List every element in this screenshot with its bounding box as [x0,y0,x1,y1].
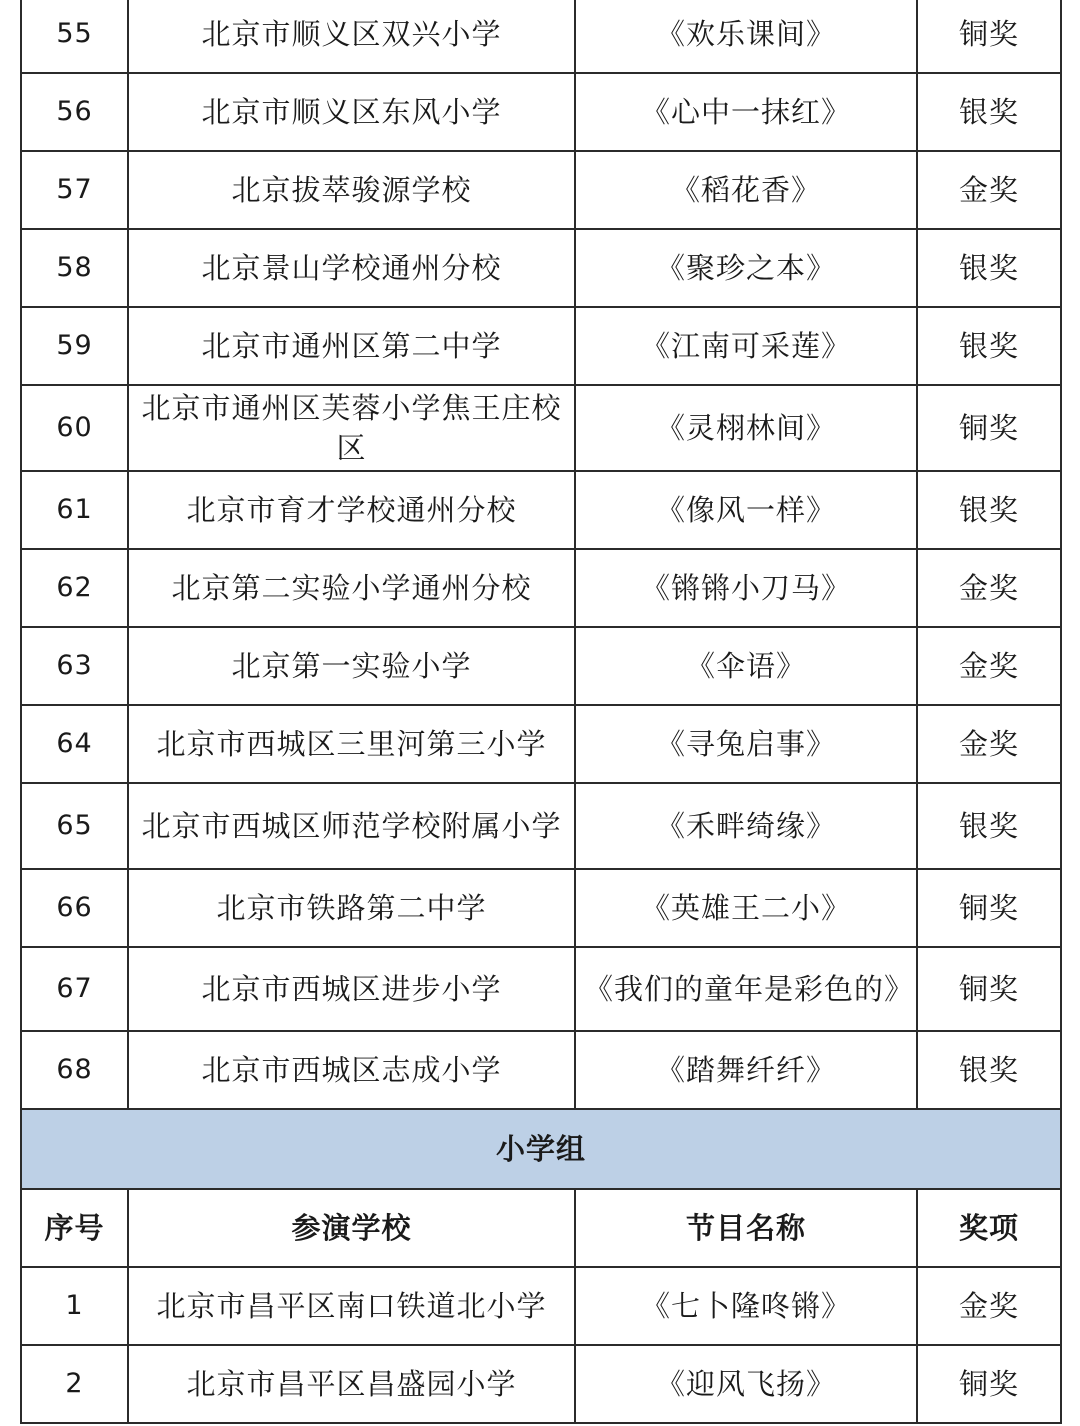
cell-program: 《锵锵小刀马》 [575,549,917,627]
cell-school: 北京景山学校通州分校 [128,229,575,307]
table-row [21,947,1061,1031]
cell-program: 《伞语》 [575,627,917,705]
cell-award: 铜奖 [917,947,1061,1031]
cell-program: 《我们的童年是彩色的》 [575,947,917,1031]
cell-school: 北京市昌平区昌盛园小学 [128,1345,575,1423]
cell-no: 56 [21,73,128,151]
table-row [21,627,1061,705]
cell-school: 北京拔萃骏源学校 [128,151,575,229]
cell-program: 《迎风飞扬》 [575,1345,917,1423]
cell-no: 1 [21,1267,128,1345]
cell-program: 《心中一抹红》 [575,73,917,151]
cell-no: 65 [21,783,128,869]
table-body-group [21,1109,1061,1267]
cell-no: 58 [21,229,128,307]
cell-award: 银奖 [917,471,1061,549]
table-row [21,307,1061,385]
cell-program: 《寻兔启事》 [575,705,917,783]
header-school: 参演学校 [128,1189,575,1267]
cell-program: 《稻花香》 [575,151,917,229]
table-row [21,869,1061,947]
cell-school: 北京市西城区师范学校附属小学 [128,783,575,869]
header-award: 奖项 [917,1189,1061,1267]
header-no: 序号 [21,1189,128,1267]
cell-no: 62 [21,549,128,627]
cell-award: 铜奖 [917,1345,1061,1423]
cell-no: 66 [21,869,128,947]
table-row [21,151,1061,229]
cell-school: 北京市西城区志成小学 [128,1031,575,1109]
cell-no: 61 [21,471,128,549]
cell-award: 金奖 [917,1267,1061,1345]
cell-program: 《禾畔绮缘》 [575,783,917,869]
cell-school: 北京第二实验小学通州分校 [128,549,575,627]
cell-no: 60 [21,385,128,471]
cell-award: 铜奖 [917,869,1061,947]
cell-award: 金奖 [917,549,1061,627]
cell-school: 北京市铁路第二中学 [128,869,575,947]
group-title: 小学组 [21,1109,1061,1189]
table-row [21,705,1061,783]
cell-program: 《江南可采莲》 [575,307,917,385]
table-body-top [21,0,1061,1109]
table-row [21,229,1061,307]
cell-award: 银奖 [917,1031,1061,1109]
table-row [21,783,1061,869]
table-row [21,385,1061,471]
header-program: 节目名称 [575,1189,917,1267]
cell-school: 北京市西城区三里河第三小学 [128,705,575,783]
cell-no: 67 [21,947,128,1031]
table-body-bottom [21,1267,1061,1423]
cell-award: 银奖 [917,229,1061,307]
cell-award: 金奖 [917,151,1061,229]
cell-school: 北京市育才学校通州分校 [128,471,575,549]
cell-award: 金奖 [917,705,1061,783]
cell-school: 北京市顺义区东风小学 [128,73,575,151]
cell-program: 《像风一样》 [575,471,917,549]
cell-award: 铜奖 [917,0,1061,73]
cell-school: 北京第一实验小学 [128,627,575,705]
table-row [21,1345,1061,1423]
cell-program: 《七卜隆咚锵》 [575,1267,917,1345]
cell-school: 北京市昌平区南口铁道北小学 [128,1267,575,1345]
cell-no: 57 [21,151,128,229]
cell-program: 《英雄王二小》 [575,869,917,947]
cell-no: 2 [21,1345,128,1423]
cell-program: 《灵栩林间》 [575,385,917,471]
header-row [21,1189,1061,1267]
cell-no: 63 [21,627,128,705]
table-row [21,1031,1061,1109]
cell-school: 北京市顺义区双兴小学 [128,0,575,73]
cell-award: 银奖 [917,307,1061,385]
cell-school: 北京市通州区第二中学 [128,307,575,385]
cell-no: 64 [21,705,128,783]
cell-school: 北京市西城区进步小学 [128,947,575,1031]
cell-award: 铜奖 [917,385,1061,471]
cell-program: 《踏舞纤纤》 [575,1031,917,1109]
cell-no: 59 [21,307,128,385]
table-row [21,73,1061,151]
cell-program: 《聚珍之本》 [575,229,917,307]
table-row [21,0,1061,73]
cell-no: 55 [21,0,128,73]
cell-no: 68 [21,1031,128,1109]
awards-table [20,0,1062,1424]
table-row [21,1267,1061,1345]
table-row [21,471,1061,549]
cell-award: 银奖 [917,783,1061,869]
group-row [21,1109,1061,1189]
cell-program: 《欢乐课间》 [575,0,917,73]
table-row [21,549,1061,627]
cell-award: 金奖 [917,627,1061,705]
cell-school: 北京市通州区芙蓉小学焦王庄校区 [128,385,575,471]
cell-award: 银奖 [917,73,1061,151]
